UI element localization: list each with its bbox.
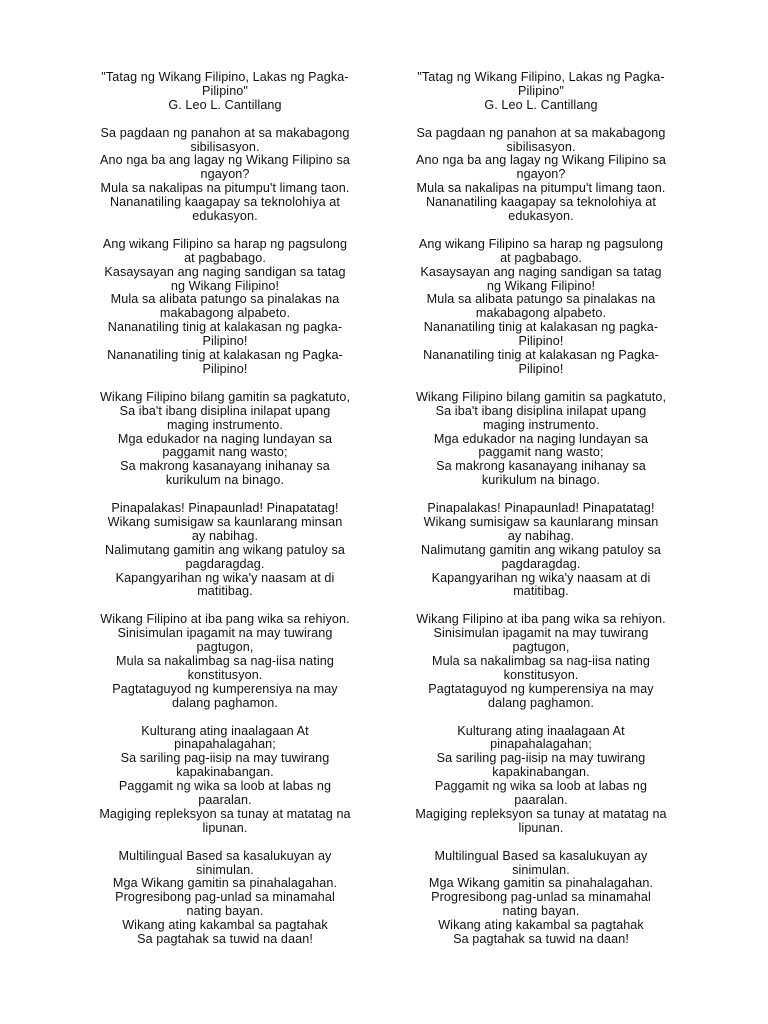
poem-stanza	[77, 502, 373, 599]
poem-line: nating bayan.	[186, 904, 264, 919]
poem-line: Ang wikang Filipino sa harap ng pagsulong	[102, 236, 348, 251]
poem-line: sinimulan.	[512, 862, 570, 877]
poem-author: G. Leo L. Cantillang	[168, 97, 282, 112]
poem-line: at pagbabago.	[500, 250, 582, 265]
poem-line: Wikang ating kakambal sa pagtahak	[438, 918, 644, 933]
poem-title-line: "Tatag ng Wikang Filipino, Lakas ng Pagka-	[417, 70, 665, 84]
poem-line: Progresibong pag-unlad sa minamahal	[115, 890, 335, 905]
poem-title-line: Pilipino"	[202, 83, 248, 98]
poem-line: Mga edukador na naging lundayan sa	[433, 431, 649, 446]
poem-line: Paggamit ng wika sa loob at labas ng	[118, 779, 332, 794]
poem-stanza	[77, 127, 373, 224]
poem-line: Nalimutang gamitin ang wikang patuloy sa	[421, 542, 661, 557]
poem-line: Mga edukador na naging lundayan sa	[117, 431, 333, 446]
poem-line: Wikang Filipino at iba pang wika sa rehiyon.	[100, 612, 350, 627]
poem-line: paaralan.	[198, 793, 252, 808]
poem-header	[393, 71, 689, 113]
poem-stanza	[77, 613, 373, 710]
poem-line: kurikulum na binago.	[165, 473, 285, 488]
poem-line: Nananatiling tinig at kalakasan ng Pagka-	[107, 348, 343, 363]
poem-line: pagtugon,	[512, 640, 570, 655]
poem-stanza	[393, 850, 689, 947]
poem-title-line: "Tatag ng Wikang Filipino, Lakas ng Pagka-	[101, 70, 349, 84]
poem-line: Kapangyarihan ng wika'y naasam at di	[431, 570, 651, 585]
poem-line: sibilisasyon.	[190, 139, 260, 154]
poem-line: Sa makrong kasanayang inihanay sa	[436, 459, 646, 474]
poem-line: paggamit nang wasto;	[478, 445, 604, 460]
poem-line: Mula sa alibata patungo sa pinalakas na	[110, 292, 340, 307]
poem-title-line: Pilipino"	[518, 83, 564, 98]
poem-line: Sa pagdaan ng panahon at sa makabagong	[100, 125, 350, 140]
poem-stanza	[393, 238, 689, 377]
poem-line: pagtugon,	[196, 640, 254, 655]
poem-stanza	[77, 391, 373, 488]
poem-line: Pagtataguyod ng kumperensiya na may	[428, 681, 654, 696]
poem-line: Kulturang ating inaalagaan At	[141, 723, 309, 738]
poem-line: Kasaysayan ang naging sandigan sa tatag	[420, 264, 662, 279]
poem-line: konstitusyon.	[503, 667, 579, 682]
poem-column-right	[393, 71, 689, 961]
poem-line: Sa sariling pag-iisip na may tuwirang	[120, 751, 330, 766]
poem-line: dalang paghamon.	[488, 695, 594, 710]
poem-line: dalang paghamon.	[172, 695, 278, 710]
poem-author: G. Leo L. Cantillang	[484, 97, 598, 112]
poem-line: Mula sa nakalimbag sa nag-iisa nating	[432, 653, 650, 668]
poem-line: Wikang sumisigaw sa kaunlarang minsan	[423, 514, 659, 529]
poem-line: ngayon?	[516, 167, 566, 182]
poem-line: Sa pagdaan ng panahon at sa makabagong	[416, 125, 666, 140]
poem-line: ngayon?	[200, 167, 250, 182]
poem-line: pinapahalagahan;	[490, 737, 592, 752]
poem-line: Nananatiling tinig at kalakasan ng pagka-	[107, 320, 343, 335]
poem-stanza	[77, 238, 373, 377]
poem-line: Ang wikang Filipino sa harap ng pagsulong	[418, 236, 664, 251]
poem-line: lipunan.	[518, 820, 564, 835]
poem-line: makabagong alpabeto.	[475, 306, 607, 321]
poem-line: Pinapalakas! Pinapaunlad! Pinapatatag!	[427, 501, 655, 516]
poem-line: Nalimutang gamitin ang wikang patuloy sa	[105, 542, 345, 557]
poem-line: paaralan.	[514, 793, 568, 808]
poem-line: pagdaragdag.	[185, 556, 265, 571]
poem-line: Sa iba't ibang disiplina inilapat upang	[119, 403, 331, 418]
poem-line: Sa pagtahak sa tuwid na daan!	[453, 932, 629, 947]
poem-line: sinimulan.	[196, 862, 254, 877]
poem-line: Wikang Filipino bilang gamitin sa pagkatuto,	[415, 389, 667, 404]
poem-line: Pagtataguyod ng kumperensiya na may	[112, 681, 338, 696]
poem-line: Mga Wikang gamitin sa pinahalagahan.	[112, 876, 338, 891]
poem-line: Mula sa nakalipas na pitumpu't limang taon.	[100, 181, 350, 196]
poem-header	[77, 71, 373, 113]
poem-line: makabagong alpabeto.	[159, 306, 291, 321]
poem-line: maging instrumento.	[167, 417, 283, 432]
poem-line: Sa pagtahak sa tuwid na daan!	[137, 932, 313, 947]
poem-line: Wikang Filipino at iba pang wika sa rehiyon.	[416, 612, 666, 627]
poem-line: lipunan.	[202, 820, 248, 835]
poem-line: ay nabihag.	[507, 528, 575, 543]
poem-line: Mula sa alibata patungo sa pinalakas na	[426, 292, 656, 307]
poem-line: Pinapalakas! Pinapaunlad! Pinapatatag!	[111, 501, 339, 516]
poem-line: Mula sa nakalipas na pitumpu't limang taon.	[416, 181, 666, 196]
poem-line: Sa iba't ibang disiplina inilapat upang	[435, 403, 647, 418]
poem-line: kapakinabangan.	[492, 765, 590, 780]
poem-line: pinapahalagahan;	[174, 737, 276, 752]
poem-line: Pilipino!	[202, 362, 248, 376]
poem-line: Nananatiling kaagapay sa teknolohiya at	[109, 195, 341, 210]
poem-line: Mula sa nakalimbag sa nag-iisa nating	[116, 653, 334, 668]
poem-line: Wikang sumisigaw sa kaunlarang minsan	[107, 514, 343, 529]
poem-line: sibilisasyon.	[506, 139, 576, 154]
poem-line: matitibag.	[197, 584, 253, 599]
poem-line: Sa sariling pag-iisip na may tuwirang	[436, 751, 646, 766]
poem-line: Nananatiling tinig at kalakasan ng pagka-	[423, 320, 659, 335]
poem-line: maging instrumento.	[483, 417, 599, 432]
poem-line: Pilipino!	[518, 334, 564, 349]
poem-line: paggamit nang wasto;	[162, 445, 288, 460]
poem-line: Magiging repleksyon sa tunay at matatag na	[415, 806, 667, 821]
poem-line: Mga Wikang gamitin sa pinahalagahan.	[428, 876, 654, 891]
poem-column-left	[77, 71, 373, 961]
poem-stanza	[77, 725, 373, 836]
poem-line: Kasaysayan ang naging sandigan sa tatag	[104, 264, 346, 279]
poem-stanza	[393, 613, 689, 710]
poem-stanza	[393, 391, 689, 488]
poem-line: Kulturang ating inaalagaan At	[457, 723, 625, 738]
poem-line: Ano nga ba ang lagay ng Wikang Filipino sa	[416, 153, 666, 168]
poem-line: Nananatiling tinig at kalakasan ng Pagka-	[423, 348, 659, 363]
poem-line: ng Wikang Filipino!	[170, 278, 280, 293]
poem-line: Pilipino!	[518, 362, 564, 376]
poem-line: ng Wikang Filipino!	[486, 278, 596, 293]
poem-stanza	[393, 502, 689, 599]
poem-stanza	[77, 850, 373, 947]
poem-stanza	[393, 127, 689, 224]
poem-line: Sinisimulan ipagamit na may tuwirang	[433, 626, 649, 641]
poem-line: Wikang ating kakambal sa pagtahak	[122, 918, 328, 933]
poem-line: Magiging repleksyon sa tunay at matatag na	[99, 806, 351, 821]
poem-line: nating bayan.	[502, 904, 580, 919]
poem-line: Paggamit ng wika sa loob at labas ng	[434, 779, 648, 794]
poem-line: Multilingual Based sa kasalukuyan ay	[434, 848, 648, 863]
poem-line: edukasyon.	[508, 209, 574, 224]
poem-line: ay nabihag.	[191, 528, 259, 543]
poem-stanza	[393, 725, 689, 836]
poem-line: Wikang Filipino bilang gamitin sa pagkatuto,	[99, 389, 351, 404]
poem-line: Sinisimulan ipagamit na may tuwirang	[117, 626, 333, 641]
poem-line: Nananatiling kaagapay sa teknolohiya at	[425, 195, 657, 210]
poem-line: edukasyon.	[192, 209, 258, 224]
poem-line: kurikulum na binago.	[481, 473, 601, 488]
poem-line: Pilipino!	[202, 334, 248, 349]
poem-line: at pagbabago.	[184, 250, 266, 265]
poem-line: kapakinabangan.	[176, 765, 274, 780]
poem-line: konstitusyon.	[187, 667, 263, 682]
poem-line: Ano nga ba ang lagay ng Wikang Filipino sa	[100, 153, 350, 168]
poem-line: Progresibong pag-unlad sa minamahal	[431, 890, 651, 905]
poem-line: Kapangyarihan ng wika'y naasam at di	[115, 570, 335, 585]
poem-line: Sa makrong kasanayang inihanay sa	[120, 459, 330, 474]
poem-line: Multilingual Based sa kasalukuyan ay	[118, 848, 332, 863]
poem-line: pagdaragdag.	[501, 556, 581, 571]
poem-line: matitibag.	[513, 584, 569, 599]
